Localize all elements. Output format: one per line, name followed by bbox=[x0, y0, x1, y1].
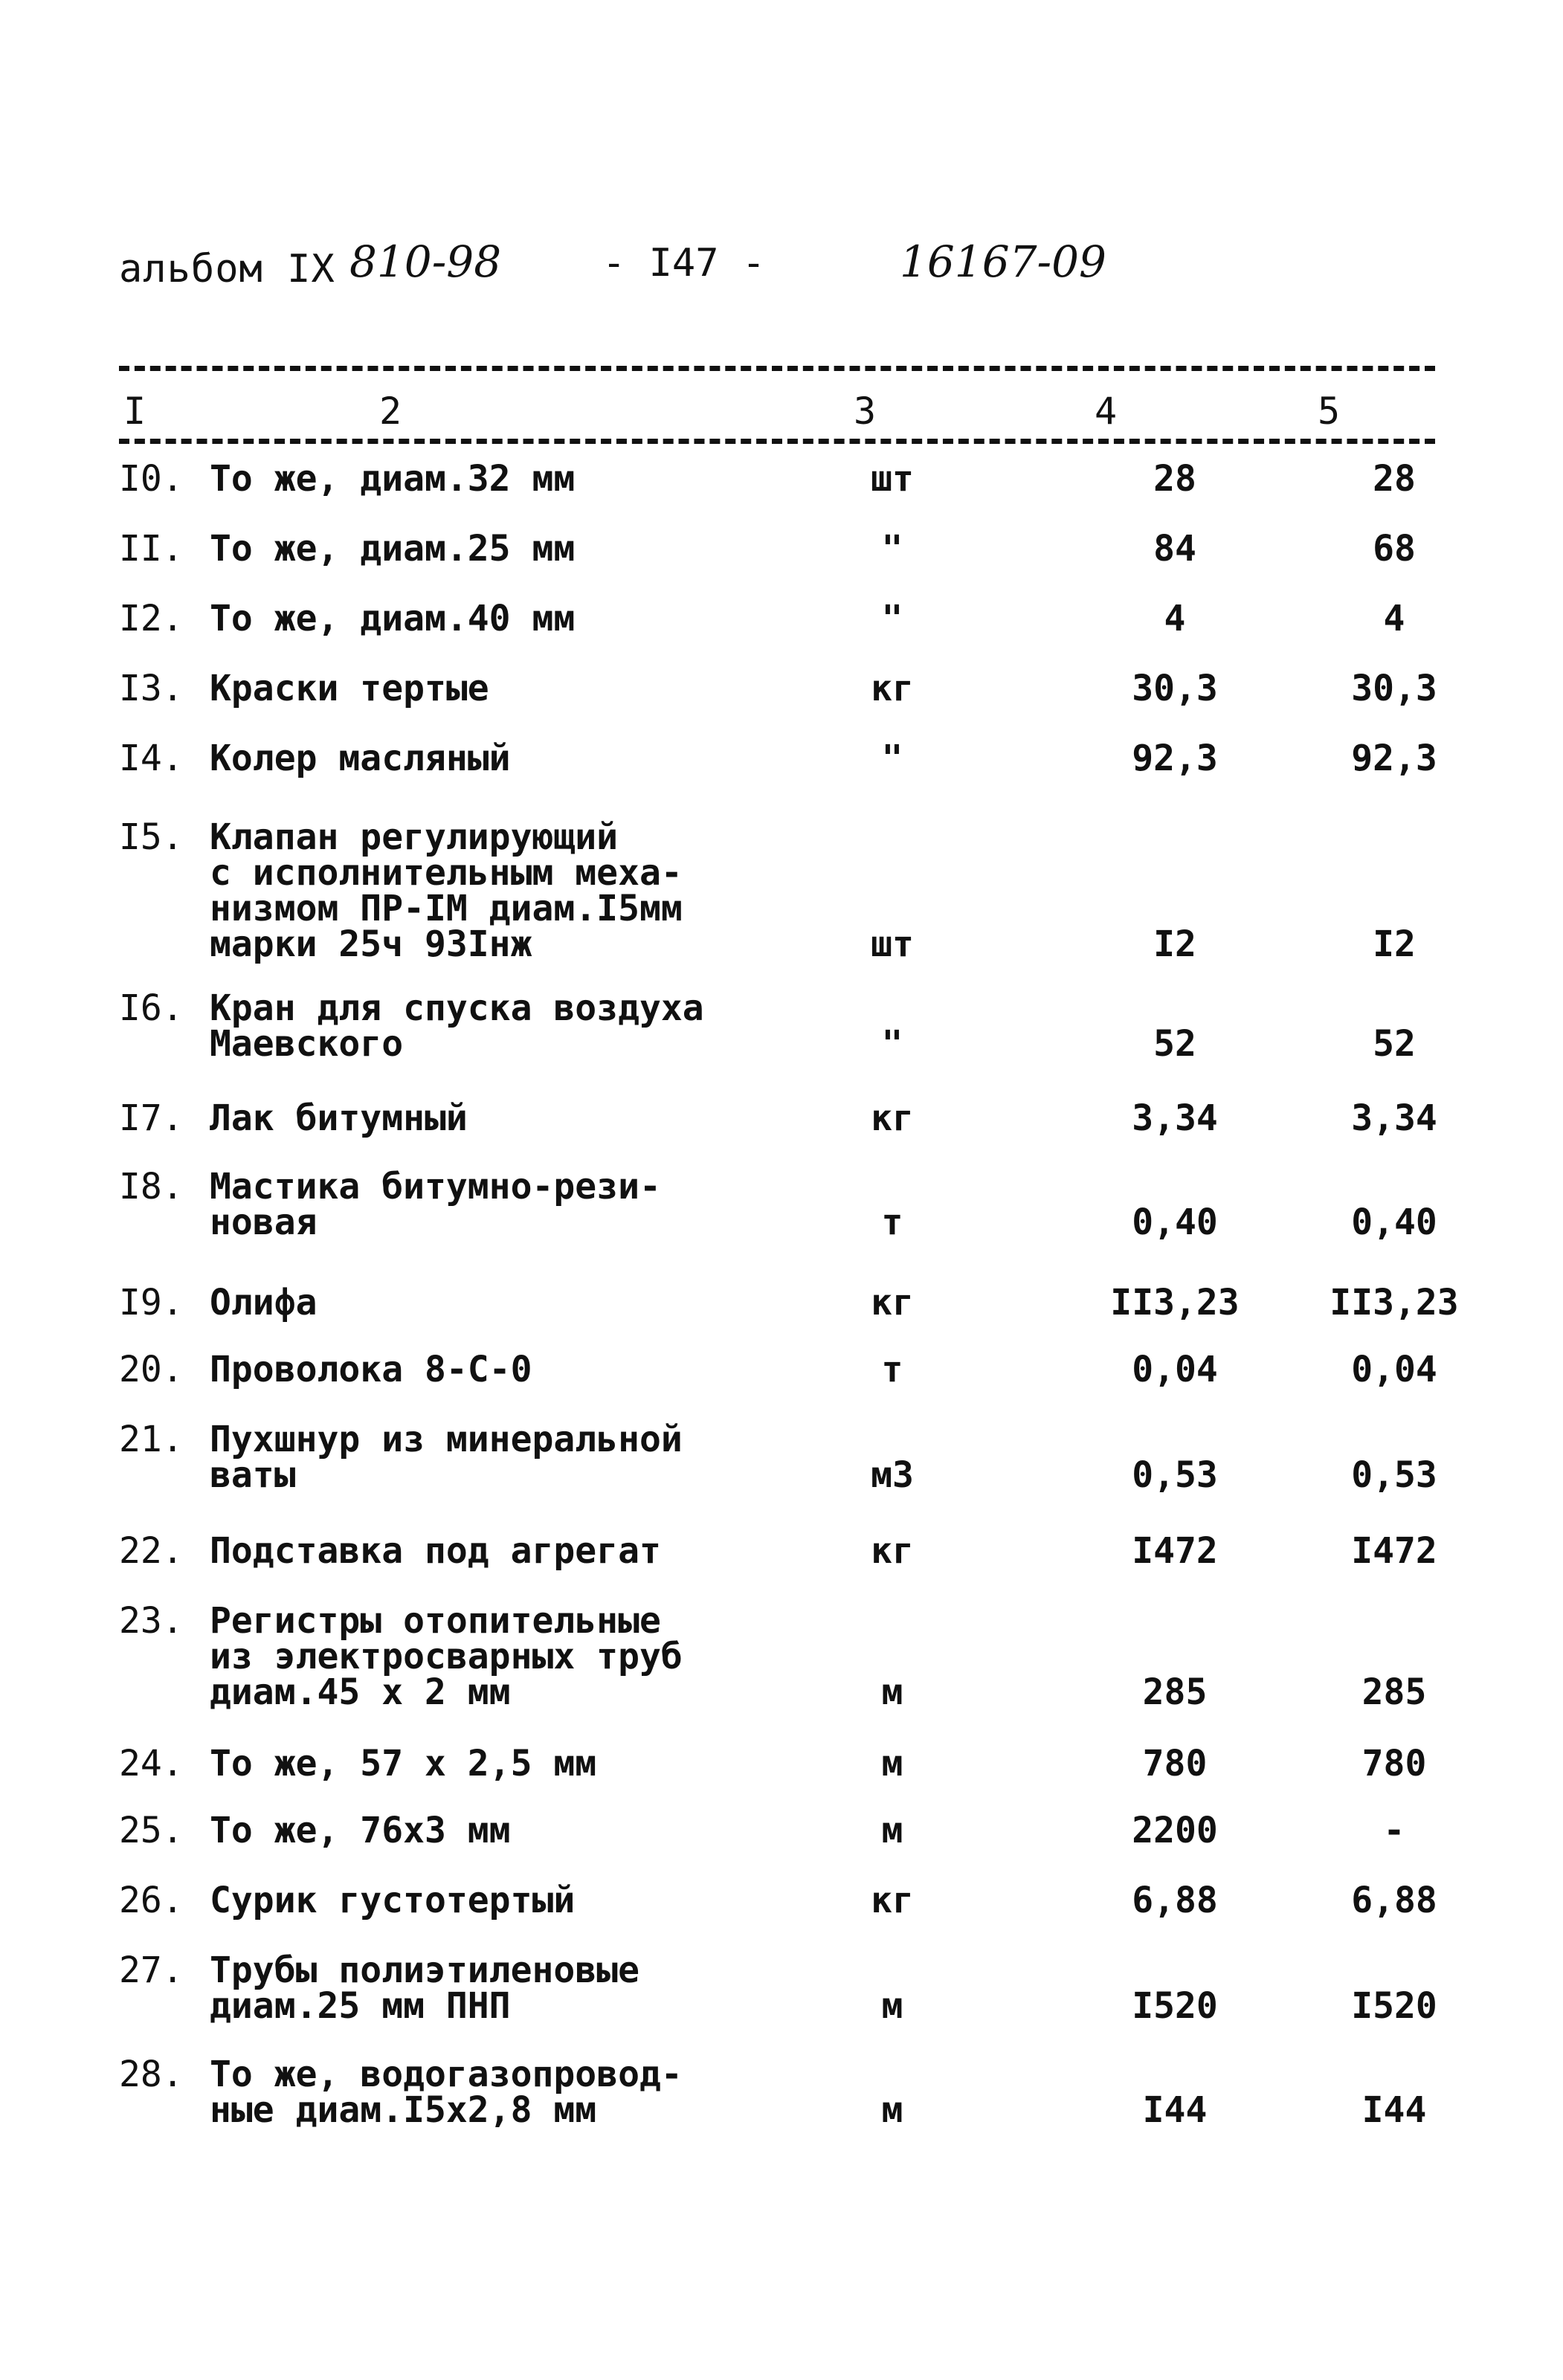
item-unit: т bbox=[881, 1202, 903, 1243]
item-name: Пухшнур из минеральной ваты bbox=[210, 1419, 683, 1496]
item-name: То же, диам.25 мм bbox=[210, 528, 576, 570]
column-header-5: 5 bbox=[1318, 390, 1341, 433]
row-number: 25. bbox=[119, 1810, 184, 1851]
page-header bbox=[119, 236, 1457, 318]
item-unit: кг bbox=[871, 1282, 914, 1323]
value-column-4: 2200 bbox=[1132, 1810, 1218, 1851]
item-name: Регистры отопительные из электросварных труб диам.45 х 2 мм bbox=[210, 1600, 683, 1713]
value-column-5: I520 bbox=[1351, 1985, 1437, 2027]
handwritten-code-left: 810-98 bbox=[349, 236, 502, 287]
item-name: То же, диам.32 мм bbox=[210, 458, 576, 500]
value-column-4: 3,34 bbox=[1132, 1097, 1218, 1139]
row-number: I4. bbox=[119, 738, 184, 779]
column-header-2: 2 bbox=[379, 390, 402, 433]
value-column-5: 285 bbox=[1361, 1671, 1427, 1713]
value-column-4: 28 bbox=[1153, 458, 1196, 500]
item-name: Краски тертые bbox=[210, 668, 489, 709]
value-column-5: 0,40 bbox=[1351, 1202, 1437, 1243]
value-column-5: 3,34 bbox=[1351, 1097, 1437, 1139]
handwritten-code-right: 16167-09 bbox=[900, 236, 1106, 287]
item-unit: " bbox=[881, 1023, 903, 1065]
item-unit: " bbox=[881, 528, 903, 570]
value-column-5: 28 bbox=[1373, 458, 1416, 500]
row-number: 20. bbox=[119, 1349, 184, 1390]
value-column-5: 0,53 bbox=[1351, 1454, 1437, 1496]
table-top-rule bbox=[119, 366, 1435, 371]
column-header-1: I bbox=[123, 390, 146, 433]
item-unit: шт bbox=[871, 458, 914, 500]
item-name: То же, водогазопровод- ные диам.I5х2,8 мм bbox=[210, 2054, 683, 2131]
value-column-4: 6,88 bbox=[1132, 1880, 1218, 1921]
item-name: То же, 76х3 мм bbox=[210, 1810, 511, 1851]
item-unit: м bbox=[881, 1743, 903, 1784]
column-header-4: 4 bbox=[1095, 390, 1118, 433]
item-name: Сурик густотертый bbox=[210, 1880, 576, 1921]
item-unit: кг bbox=[871, 1097, 914, 1139]
value-column-5: 52 bbox=[1373, 1023, 1416, 1065]
value-column-4: 30,3 bbox=[1132, 668, 1218, 709]
item-unit: шт bbox=[871, 923, 914, 965]
value-column-4: 4 bbox=[1164, 598, 1186, 639]
row-number: 24. bbox=[119, 1743, 184, 1784]
item-unit: " bbox=[881, 738, 903, 779]
value-column-4: 285 bbox=[1142, 1671, 1208, 1713]
value-column-4: I2 bbox=[1153, 923, 1196, 965]
item-unit: " bbox=[881, 598, 903, 639]
value-column-5: 6,88 bbox=[1351, 1880, 1437, 1921]
value-column-5: 68 bbox=[1373, 528, 1416, 570]
item-name: Проволока 8-С-0 bbox=[210, 1349, 532, 1390]
value-column-5: 4 bbox=[1383, 598, 1405, 639]
item-unit: м bbox=[881, 1810, 903, 1851]
row-number: I5. bbox=[119, 816, 184, 858]
value-column-4: II3,23 bbox=[1110, 1282, 1240, 1323]
row-number: I8. bbox=[119, 1166, 184, 1207]
item-name: Кран для спуска воздуха Маевского bbox=[210, 987, 704, 1065]
item-name: Мастика битумно-рези- новая bbox=[210, 1166, 661, 1243]
row-number: II. bbox=[119, 528, 184, 570]
item-unit: м bbox=[881, 2089, 903, 2131]
item-name: Подставка под агрегат bbox=[210, 1530, 661, 1572]
item-name: Олифа bbox=[210, 1282, 318, 1323]
item-name: Трубы полиэтиленовые диам.25 мм ПНП bbox=[210, 1950, 639, 2027]
row-number: I9. bbox=[119, 1282, 184, 1323]
value-column-5: 0,04 bbox=[1351, 1349, 1437, 1390]
item-unit: кг bbox=[871, 1530, 914, 1572]
item-name: Колер масляный bbox=[210, 738, 511, 779]
value-column-4: 52 bbox=[1153, 1023, 1196, 1065]
value-column-5: I472 bbox=[1351, 1530, 1437, 1572]
item-name: То же, диам.40 мм bbox=[210, 598, 576, 639]
item-name: Клапан регулирующий с исполнительным меха- низмом ПР-IМ диам.I5мм марки 25ч 93Iнж bbox=[210, 816, 683, 965]
item-unit: кг bbox=[871, 1880, 914, 1921]
row-number: 27. bbox=[119, 1950, 184, 1991]
value-column-4: 0,04 bbox=[1132, 1349, 1218, 1390]
item-unit: м bbox=[881, 1671, 903, 1713]
value-column-4: 0,40 bbox=[1132, 1202, 1218, 1243]
row-number: I7. bbox=[119, 1097, 184, 1139]
value-column-5: I44 bbox=[1361, 2089, 1427, 2131]
value-column-4: 780 bbox=[1142, 1743, 1208, 1784]
row-number: 28. bbox=[119, 2054, 184, 2095]
value-column-5: 30,3 bbox=[1351, 668, 1437, 709]
row-number: I0. bbox=[119, 458, 184, 500]
value-column-5: 92,3 bbox=[1351, 738, 1437, 779]
column-header-3: 3 bbox=[854, 390, 877, 433]
album-label: альбом IX bbox=[119, 247, 335, 291]
row-number: I3. bbox=[119, 668, 184, 709]
page-number: - I47 - bbox=[602, 241, 766, 286]
value-column-4: I472 bbox=[1132, 1530, 1218, 1572]
value-column-5: - bbox=[1383, 1810, 1405, 1851]
row-number: 23. bbox=[119, 1600, 184, 1642]
value-column-4: I520 bbox=[1132, 1985, 1218, 2027]
value-column-5: I2 bbox=[1373, 923, 1416, 965]
item-name: То же, 57 х 2,5 мм bbox=[210, 1743, 597, 1784]
row-number: 26. bbox=[119, 1880, 184, 1921]
value-column-4: 92,3 bbox=[1132, 738, 1218, 779]
item-unit: т bbox=[881, 1349, 903, 1390]
item-unit: м3 bbox=[871, 1454, 914, 1496]
value-column-5: II3,23 bbox=[1330, 1282, 1459, 1323]
value-column-5: 780 bbox=[1361, 1743, 1427, 1784]
row-number: I2. bbox=[119, 598, 184, 639]
row-number: 22. bbox=[119, 1530, 184, 1572]
value-column-4: I44 bbox=[1142, 2089, 1208, 2131]
item-unit: м bbox=[881, 1985, 903, 2027]
row-number: 21. bbox=[119, 1419, 184, 1460]
item-name: Лак битумный bbox=[210, 1097, 468, 1139]
item-unit: кг bbox=[871, 668, 914, 709]
row-number: I6. bbox=[119, 987, 184, 1029]
value-column-4: 0,53 bbox=[1132, 1454, 1218, 1496]
value-column-4: 84 bbox=[1153, 528, 1196, 570]
column-header-rule bbox=[119, 439, 1435, 444]
